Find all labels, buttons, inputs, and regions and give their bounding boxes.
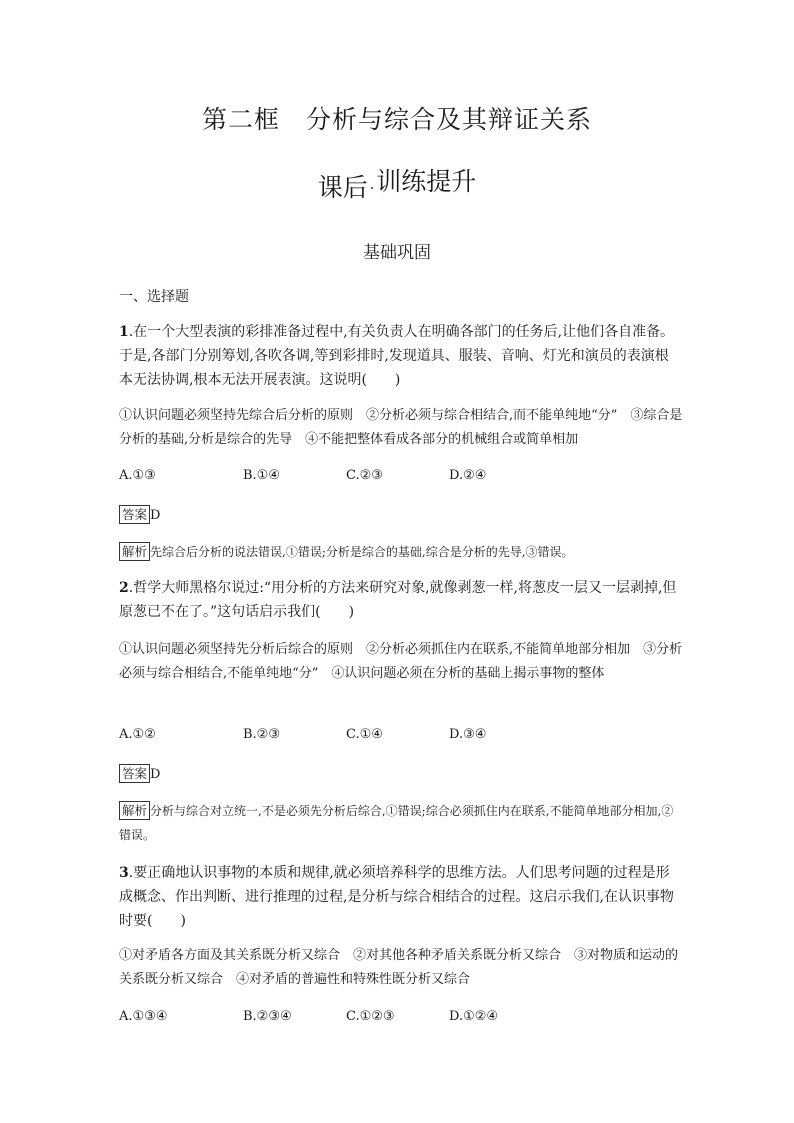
explain-tag: 解析	[119, 801, 150, 820]
question-1-stem	[119, 320, 679, 392]
question-3-choices	[119, 1009, 679, 1029]
choice-c: C.①②③	[346, 1009, 395, 1024]
question-2-explanation	[119, 799, 684, 847]
question-1-choices	[119, 468, 679, 488]
section-heading: 基础巩固	[363, 243, 431, 263]
choice-c: C.①④	[346, 727, 383, 742]
subtitle-right: 训练提升	[376, 167, 477, 196]
explanation-text: 先综合后分析的说法错误,①错误;分析是综合的基础,综合是分析的先导,③错误。	[150, 545, 574, 559]
answer-tag: 答案	[119, 505, 150, 524]
question-3-options: ①对矛盾各方面及其关系既分析又综合 ②对其他各种矛盾关系既分析又综合 ③对物质和运动的关系既分析又综合 ④对矛盾的普遍性和特殊性既分析又综合	[119, 948, 679, 987]
choice-d: D.②④	[449, 468, 487, 483]
question-2-choices	[119, 727, 679, 747]
question-1-options: ①认识问题必须坚持先综合后分析的原则 ②分析必须与综合相结合,而不能单纯地“分” ③综合是分析的基础,分析是综合的先导 ④不能把整体看成各部分的机械组合或简单相加	[119, 408, 683, 447]
question-number: 3	[119, 865, 129, 881]
choice-d: D.①②④	[449, 1009, 499, 1024]
question-2-options: ①认识问题必须坚持先分析后综合的原则 ②分析必须抓住内在联系,不能简单地部分相加 ③分析必须与综合相结合,不能单纯地“分” ④认识问题必须在分析的基础上揭示事物的整体	[119, 642, 683, 681]
question-2-stem	[119, 576, 679, 624]
choice-a: A.①③④	[119, 1009, 168, 1024]
question-number: 2	[119, 580, 129, 596]
choice-a: A.①②	[119, 727, 156, 742]
question-1-explanation	[119, 540, 684, 564]
choice-b: B.①④	[243, 468, 280, 483]
part-heading: 一、选择题	[119, 289, 189, 305]
page-title: 第二框 分析与综合及其辩证关系	[201, 105, 592, 134]
answer-value: D	[150, 767, 161, 782]
answer-value: D	[150, 508, 161, 523]
question-text: .要正确地认识事物的本质和规律,就必须培养科学的思维方法。人们思考问题的过程是形成概念、作出判断、进行推理的过程,是分析与综合相结合的过程。这启示我们,在认识事物时要( )	[119, 865, 674, 929]
subtitle-left: 课后	[317, 173, 368, 202]
question-text: .哲学大师黑格尔说过:“用分析的方法来研究对象,就像剥葱一样,将葱皮一层又一层剥掉,但原葱已不在了。”这句话启示我们( )	[119, 580, 677, 620]
choice-c: C.②③	[346, 468, 383, 483]
question-1-answer	[119, 505, 160, 524]
answer-tag: 答案	[119, 764, 150, 783]
choice-b: B.②③④	[243, 1009, 292, 1024]
question-text: .在一个大型表演的彩排准备过程中,有关负责人在明确各部门的任务后,让他们各自准备。于是,各部门分别筹划,各吹各调,等到彩排时,发现道具、服装、音响、灯光和演员的表演根本无法协调,根本无法开展表演。这说明( )	[119, 324, 675, 388]
question-3-stem	[119, 861, 679, 933]
choice-a: A.①③	[119, 468, 156, 483]
explanation-text: 分析与综合对立统一,不是必须先分析后综合,①错误;综合必须抓住内在联系,不能简单地部分相加,②错误。	[119, 804, 674, 842]
explain-tag: 解析	[119, 542, 150, 561]
choice-b: B.②③	[243, 727, 280, 742]
subtitle-dot: ·	[369, 181, 375, 197]
page-subtitle	[0, 168, 794, 204]
question-2-answer	[119, 764, 160, 783]
choice-d: D.③④	[449, 727, 487, 742]
question-number: 1	[119, 324, 129, 340]
